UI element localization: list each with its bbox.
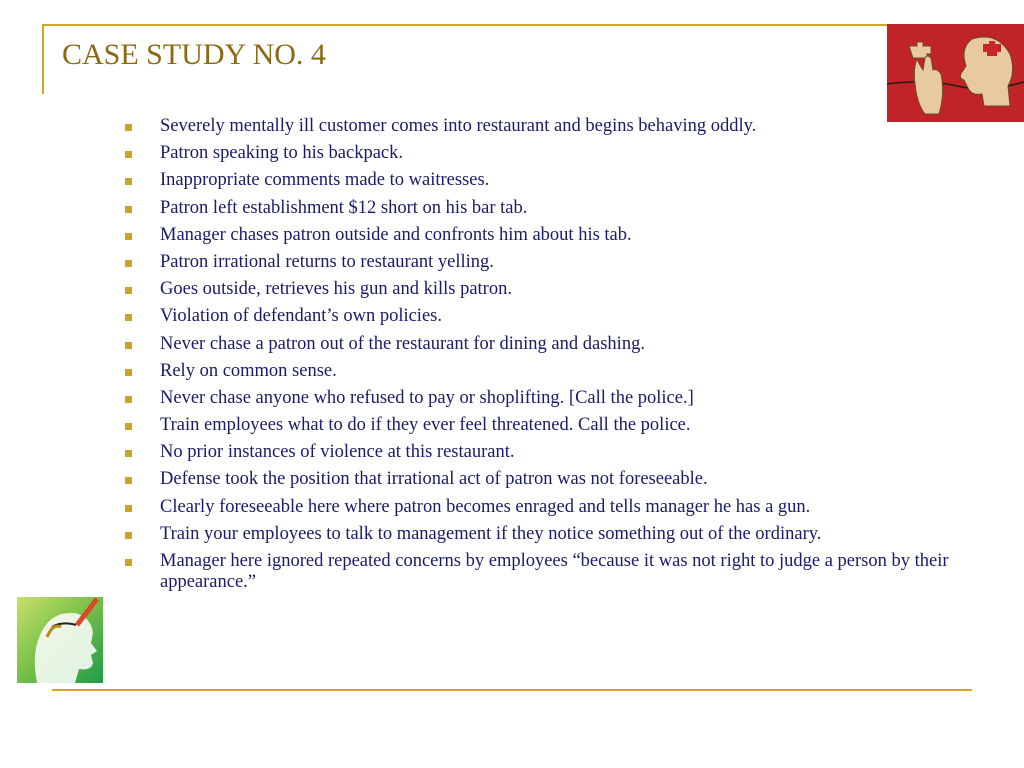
square-bullet-icon [125,450,132,457]
green-head-image [17,597,103,683]
bullet-text: Inappropriate comments made to waitresses. [160,170,490,191]
bullet-item [124,334,974,355]
square-bullet-icon [125,314,132,321]
square-bullet-icon [125,505,132,512]
square-bullet-icon [125,233,132,240]
puzzle-head-icon [887,24,1024,122]
title-bracket-left-line [42,24,44,94]
bullet-item [124,198,974,219]
puzzle-head-image [887,24,1024,122]
slide-title: CASE STUDY NO. 4 [62,38,326,71]
bullet-list [124,116,974,599]
bullet-item [124,388,974,409]
bullet-text: Violation of defendant’s own policies. [160,306,442,327]
head-profile-icon [17,597,103,683]
square-bullet-icon [125,206,132,213]
bullet-item [124,252,974,273]
bullet-text: Severely mentally ill customer comes into restaurant and begins behaving oddly. [160,116,757,136]
square-bullet-icon [125,260,132,267]
bullet-item [124,497,974,518]
square-bullet-icon [125,151,132,158]
square-bullet-icon [125,559,132,566]
bullet-text: No prior instances of violence at this restaurant. [160,442,515,463]
bullet-item [124,225,974,246]
bullet-item [124,442,974,463]
bullet-item [124,524,974,545]
square-bullet-icon [125,396,132,403]
bullet-text: Patron speaking to his backpack. [160,143,404,164]
square-bullet-icon [125,477,132,484]
square-bullet-icon [125,124,132,131]
bullet-text: Rely on common sense. [160,360,337,381]
bullet-item [124,361,974,382]
bullet-text: Manager chases patron outside and confronts him about his tab. [160,224,632,245]
bullet-text: Defense took the position that irrational act of patron was not foreseeable. [160,469,708,490]
square-bullet-icon [125,369,132,376]
square-bullet-icon [125,287,132,294]
bullet-item [124,279,974,300]
bullet-item [124,116,974,137]
bullet-text: Train employees what to do if they ever feel threatened. Call the police. [160,415,691,436]
bullet-text: Manager here ignored repeated concerns by employees “because it was not right to judge a person by their appearance.” [160,551,949,592]
bullet-item [124,306,974,327]
bullet-item [124,551,974,593]
bullet-item [124,143,974,164]
square-bullet-icon [125,178,132,185]
square-bullet-icon [125,532,132,539]
title-bracket-top-line [42,24,892,26]
square-bullet-icon [125,342,132,349]
bullet-item [124,415,974,436]
bullet-text: Patron irrational returns to restaurant yelling. [160,251,494,272]
bullet-text: Never chase a patron out of the restaurant for dining and dashing. [160,333,645,354]
bullet-item [124,170,974,191]
square-bullet-icon [125,423,132,430]
bullet-text: Clearly foreseeable here where patron becomes enraged and tells manager he has a gun. [160,496,811,517]
bullet-item [124,469,974,490]
footer-divider-line [52,689,972,691]
bullet-text: Never chase anyone who refused to pay or shoplifting. [Call the police.] [160,387,694,408]
bullet-text: Patron left establishment $12 short on his bar tab. [160,197,528,218]
bullet-text: Goes outside, retrieves his gun and kills patron. [160,279,512,300]
bullet-text: Train your employees to talk to management if they notice something out of the ordinary. [160,523,822,544]
